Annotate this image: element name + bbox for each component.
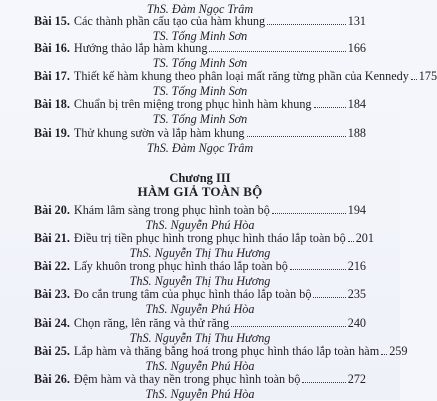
dot-leader: [381, 353, 387, 355]
entry-author: ThS. Đàm Ngọc Trâm: [146, 2, 254, 16]
lesson-title: Thiết kế hàm khung theo phân loại mất răng từng phần của Kennedy: [73, 69, 409, 83]
toc-entry[interactable]: [34, 97, 366, 111]
lesson-number: Bài 19.: [34, 126, 70, 140]
lesson-number: Bài 22.: [34, 259, 70, 273]
dot-leader: [247, 135, 346, 137]
entry-author: ThS. Nguyễn Phú Hòa: [145, 302, 255, 316]
page-number: 184: [347, 97, 366, 111]
toc-entry[interactable]: [34, 126, 366, 140]
lesson-title: Lắp hàm và thăng bằng hoá trong phục hình tháo lắp toàn hàm: [73, 344, 380, 358]
toc-entry[interactable]: [34, 14, 366, 28]
lesson-title: Điều trị tiền phục hình trong phục hình tháo lắp toàn bộ: [73, 231, 346, 245]
lesson-number: Bài 15.: [34, 14, 70, 28]
page-number: 131: [347, 14, 366, 28]
lesson-number: Bài 17.: [34, 69, 70, 83]
lesson-title: Đệm hàm và thay nền trong phục hình toàn bộ: [73, 372, 301, 386]
entry-author: ThS. Đàm Ngọc Trâm: [146, 141, 254, 155]
lesson-title: Lấy khuôn trong phục hình tháo lắp toàn bộ: [73, 259, 288, 273]
page-number: 194: [347, 203, 366, 217]
lesson-title: Các thành phần cấu tạo của hàm khung: [73, 14, 266, 28]
toc-entry[interactable]: [34, 69, 437, 83]
lesson-number: Bài 23.: [34, 287, 70, 301]
toc-entry[interactable]: [34, 41, 366, 55]
entry-author: ThS. Nguyễn Phú Hòa: [145, 387, 255, 401]
lesson-number: Bài 20.: [34, 203, 70, 217]
toc-entry[interactable]: [34, 231, 374, 245]
lesson-title: Đo cắn trung tâm của phục hình tháo lắp toàn bộ: [73, 287, 312, 301]
lesson-number: Bài 25.: [34, 344, 70, 358]
entry-author: TS. Tống Minh Sơn: [152, 112, 248, 126]
lesson-number: Bài 24.: [34, 316, 70, 330]
toc-entry[interactable]: [34, 372, 366, 386]
dot-leader: [267, 23, 346, 25]
lesson-number: Bài 16.: [34, 41, 70, 55]
toc-entry[interactable]: [34, 259, 366, 273]
page-number: 201: [355, 231, 374, 245]
lesson-title: Thử khung sườn và lắp hàm khung: [73, 126, 245, 140]
lesson-title: Hướng thảo lắp hàm khung: [73, 41, 208, 55]
lesson-number: Bài 18.: [34, 97, 70, 111]
lesson-title: Khám lâm sàng trong phục hình toàn bộ: [73, 203, 270, 217]
dot-leader: [302, 381, 345, 383]
entry-author: ThS. Nguyễn Thị Thu Hương: [129, 331, 271, 345]
entry-author: ThS. Nguyễn Thị Thu Hương: [129, 246, 271, 260]
lesson-number: Bài 26.: [34, 372, 70, 386]
page-number: 259: [389, 344, 408, 358]
toc-entry[interactable]: [34, 287, 366, 301]
dot-leader: [209, 50, 345, 52]
dot-leader: [314, 106, 346, 108]
lesson-title: Chọn răng, lên răng và thử răng: [73, 316, 230, 330]
dot-leader: [348, 240, 354, 242]
lesson-number: Bài 21.: [34, 231, 70, 245]
dot-leader: [272, 212, 346, 214]
dot-leader: [411, 78, 417, 80]
page-number: 216: [347, 259, 366, 273]
page-number: 188: [347, 126, 366, 140]
page-number: 240: [347, 316, 366, 330]
dot-leader: [313, 296, 345, 298]
entry-author: TS. Tống Minh Sơn: [152, 56, 248, 70]
lesson-title: Chuẩn bị trên miệng trong phục hình hàm khung: [73, 97, 312, 111]
page-number: 175: [418, 69, 437, 83]
page-number: 166: [347, 41, 366, 55]
page-number: 272: [347, 372, 366, 386]
page-number: 235: [347, 287, 366, 301]
entry-author: ThS. Nguyễn Phú Hòa: [145, 359, 255, 373]
toc-entry[interactable]: [34, 203, 366, 217]
dot-leader: [231, 325, 346, 327]
entry-author: TS. Tống Minh Sơn: [152, 84, 248, 98]
toc-entry[interactable]: [34, 344, 408, 358]
entry-author: ThS. Nguyễn Thị Thu Hương: [129, 274, 271, 288]
toc-entry[interactable]: [34, 316, 366, 330]
dot-leader: [290, 268, 346, 270]
entry-author: TS. Tống Minh Sơn: [152, 29, 248, 43]
chapter-title: HÀM GIẢ TOÀN BỘ: [137, 184, 263, 199]
chapter-label: Chương III: [169, 171, 231, 185]
entry-author: ThS. Nguyễn Phú Hòa: [145, 218, 255, 232]
